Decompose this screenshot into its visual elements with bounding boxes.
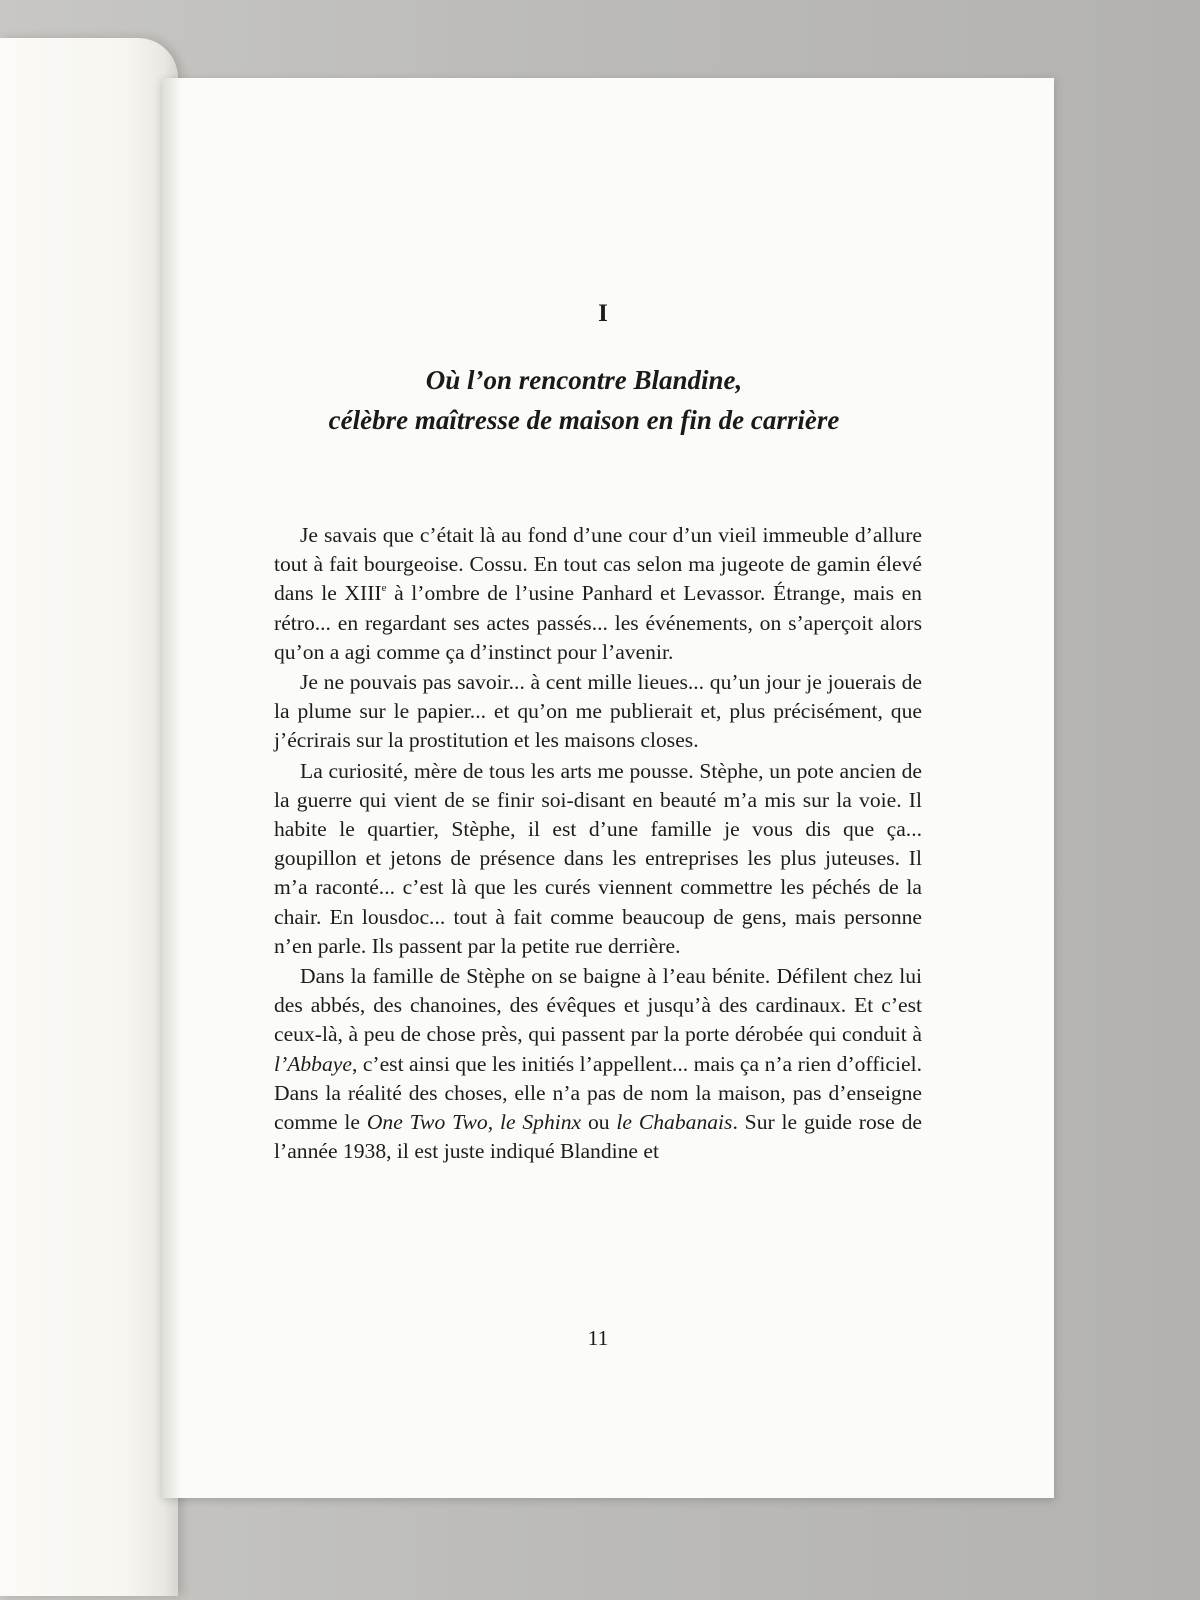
paragraph-1 — [274, 521, 922, 667]
paragraph-4-text-b: , c’est ainsi que les initiés l’appellent... mais ça n’a rien d’officiel. Dans la réalité des choses, elle n’a pas de nom la maison, pas d’enseigne comme le — [274, 1051, 922, 1135]
body-text — [274, 521, 922, 1166]
chapter-number: I — [598, 300, 608, 327]
one-two-two-italic: One Two Two, le Sphinx — [366, 1110, 582, 1135]
paragraph-1-text-a: Je savais que c’était là au fond d’une cour d’un vieil immeuble d’allure tout à fait bourgeoise. Cossu. En tout cas selon ma jugeote de gamin élevé dans le XIII — [274, 523, 922, 606]
page-number: 11 — [587, 1326, 609, 1350]
paragraph-4 — [274, 962, 922, 1166]
paragraph-1-text-b: à l’ombre de l’usine Panhard et Levassor. Étrange, mais en rétro... en regardant ses actes passés... les événements, on s’aperçoit alors qu’on a agi comme ça d’instinct pour l’avenir. — [274, 581, 922, 664]
chabanais-italic: le Chabanais — [616, 1110, 733, 1135]
left-page-edge — [0, 38, 178, 1596]
chapter-title-line-1: Où l’on rencontre Blandine, — [425, 365, 743, 395]
chapter-title-line-2: célèbre maîtresse de maison en fin de carrière — [328, 405, 840, 435]
abbaye-italic: l’Abbaye — [274, 1051, 352, 1076]
paragraph-4-text-d: . Sur le guide rose de l’année 1938, il est juste indiqué Blandine et — [274, 1110, 922, 1164]
paragraph-3: La curiosité, mère de tous les arts me pousse. Stèphe, un pote ancien de la guerre qui vient de se finir soi-disant en beauté m’a mis sur la voie. Il habite le quartier, Stèphe, il est d’une famille je vous dis que ça... goupillon et jetons de présence dans les entreprises les plus juteuses. Il m’a raconté... c’est là que les curés viennent commettre les péchés de la chair. En lousdoc... tout à fait comme beaucoup de gens, mais personne n’en parle. Ils passent par la petite rue derrière. — [274, 758, 922, 958]
paragraph-4-text-c: ou — [581, 1110, 617, 1135]
paragraph-2: Je ne pouvais pas savoir... à cent mille lieues... qu’un jour je jouerais de la plume sur le papier... et qu’on me publierait et, plus précisément, que j’écrirais sur la prostitution et les maisons closes. — [274, 670, 922, 753]
chapter-title — [274, 360, 894, 440]
paragraph-4-text-a: Dans la famille de Stèphe on se baigne à l’eau bénite. Défilent chez lui des abbés, des chanoines, des évêques et jusqu’à des cardinaux. Et c’est ceux-là, à peu de chose près, qui passent par la porte dérobée qui conduit à — [274, 964, 922, 1047]
gutter-shadow — [162, 78, 182, 1498]
century-superscript: e — [381, 582, 387, 595]
